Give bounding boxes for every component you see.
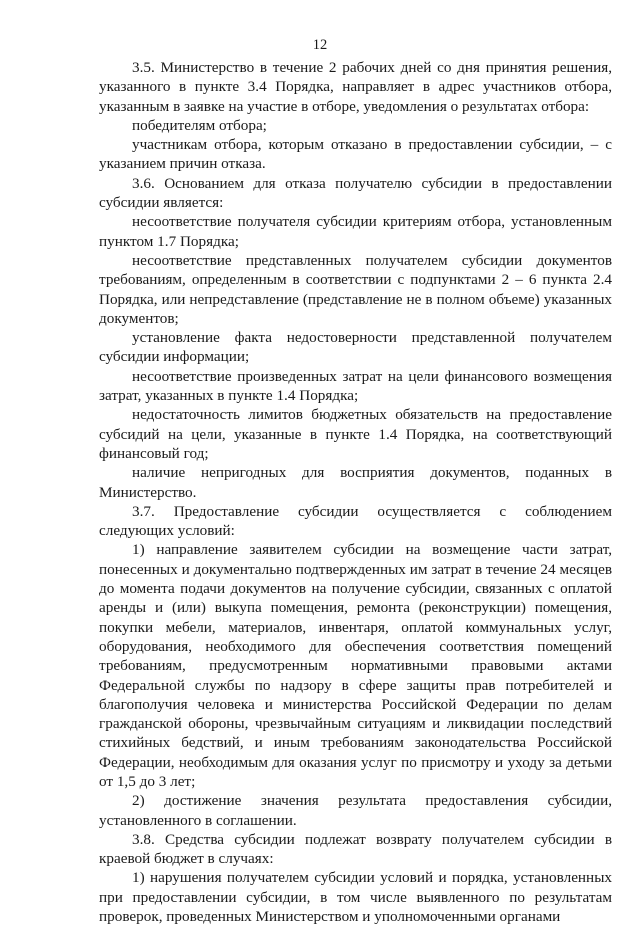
paragraph-return-case-1: 1) нарушения получателем субсидии условий и порядка, установленных при предоставлении субсидии, в том числе выявленного по результатам проверок, проведенных Министерством и уполномоченными органами [99,869,612,926]
paragraph-3-5: 3.5. Министерство в течение 2 рабочих дней со дня принятия решения, указанного в пункте 3.4 Порядка, направляет в адрес участников отбора, указанным в заявке на участие в отборе, уведомления о результатах отбора: [99,59,612,115]
paragraph-3-7: 3.7. Предоставление субсидии осуществляется с соблюдением следующих условий: [99,502,612,540]
page-number: 12 [312,37,328,53]
paragraph-unreadable-documents: наличие непригодных для восприятия документов, поданных в Министерство. [99,464,612,501]
paragraph-false-information: установление факта недостоверности представленной получателем субсидии информации; [99,329,612,366]
paragraph-3-6: 3.6. Основанием для отказа получателю субсидии в предоставлении субсидии является: [99,174,612,212]
paragraph-winners: победителям отбора; [132,116,267,134]
paragraph-budget-limits: недостаточность лимитов бюджетных обязательств на предоставление субсидий на цели, указанные в пункте 1.4 Порядка, на соответствующий финансовый год; [99,406,612,462]
paragraph-refused-participants: участникам отбора, которым отказано в предоставлении субсидии, – с указанием причин отказа. [99,136,612,173]
paragraph-costs-mismatch: несоответствие произведенных затрат на цели финансового возмещения затрат, указанных в пункте 1.4 Порядка; [99,367,612,405]
paragraph-documents-mismatch: несоответствие представленных получателем субсидии документов требованиям, определенным в соответствии с подпунктами 2 – 6 пункта 2.4 Порядка, или непредставление (представление не в полном объеме) указанных документов; [99,251,612,327]
document-body [99,58,612,926]
paragraph-condition-1: 1) направление заявителем субсидии на возмещение части затрат, понесенных и документально подтвержденных им затрат в течение 24 месяцев до момента подачи документов на получение субсидии, связанных с оплатой аренды и (или) выкупа помещения, ремонта (реконструкции) помещения, покупки мебели, материалов, инвентаря, оплатой коммунальных услуг, оборудования, необходимого для обеспечения соответствия помещений требованиям, предусмотренным нормативными правовыми актами Федеральной службы по надзору в сфере защиты прав потребителей и благополучия человека и министерства Российской Федерации по делам гражданской обороны, чрезвычайным ситуациям и ликвидации последствий стихийных бедствий, и иным требованиям законодательства Российской Федерации, необходимым для оказания услуг по присмотру и уходу за детьми от 1,5 до 3 лет; [99,541,612,790]
paragraph-condition-2: 2) достижение значения результата предоставления субсидии, установленного в соглашении. [99,792,612,829]
paragraph-3-8: 3.8. Средства субсидии подлежат возврату получателем субсидии в краевой бюджет в случаях: [99,830,612,868]
paragraph-criteria-mismatch: несоответствие получателя субсидии критериям отбора, установленным пунктом 1.7 Порядка; [99,213,612,250]
